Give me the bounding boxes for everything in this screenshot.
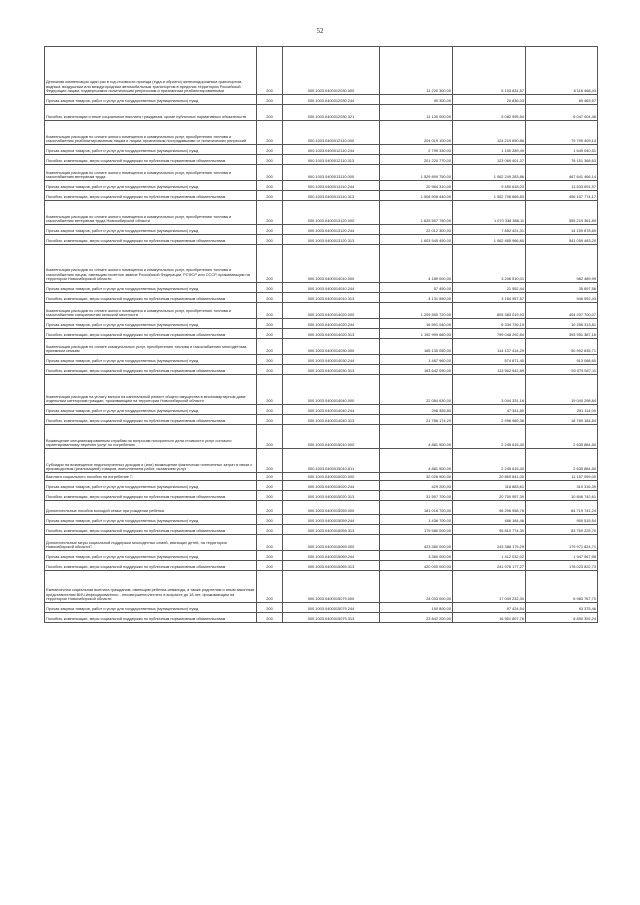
line-code-cell: 200 [257,319,283,329]
row-name-cell: Прочая закупка товаров, работ и услуг для государственных (муниципальных) нужд [45,283,257,293]
approved-amount-cell: 1 436 700,00 [380,515,453,525]
row-name-cell: Компенсация расходов на уплату взноса на капитальный ремонт общего имущества в многоквартирном доме отдельным категориям граждан, проживающим на территории Новосибирской области [45,375,257,405]
table-row [45,303,598,319]
executed-amount-cell: 118 883,61 [453,481,526,491]
budget-classification-code-cell: 000.1003.0400015020.313 [283,491,380,501]
executed-amount-cell: 805 383 019,93 [453,303,526,319]
executed-amount-cell: 16 951 807,76 [453,613,526,623]
approved-amount-cell: 2 799 330,00 [380,145,453,155]
row-name-cell: Прочая закупка товаров, работ и услуг для государственных (муниципальных) нужд [45,603,257,613]
unexecuted-amount-cell: 6 047 004,46 [526,105,598,121]
budget-classification-code-cell: 000.1003.0400014040.244 [283,405,380,415]
executed-amount-cell: 2 245 615,40 [453,449,526,473]
unexecuted-amount-cell: 93 375,46 [526,603,598,613]
line-code-cell: 200 [257,415,283,425]
table-row [45,355,598,365]
unexecuted-amount-cell: 18 789 184,84 [526,415,598,425]
approved-amount-cell: 1 603 545 450,00 [380,235,453,245]
approved-amount-cell: 1 487 960,00 [380,355,453,365]
row-name-cell: Прочая закупка товаров, работ и услуг для государственных (муниципальных) нужд [45,145,257,155]
line-code-cell: 200 [257,501,283,515]
budget-classification-code-cell: 000.1003.0400012110.244 [283,145,380,155]
approved-amount-cell: 181 016 700,00 [380,501,453,515]
executed-amount-cell: 124 219 690,86 [453,121,526,145]
approved-amount-cell: 57 450,00 [380,283,453,293]
executed-amount-cell: 1 062 485 966,80 [453,235,526,245]
table-row [45,329,598,339]
line-code-cell: 200 [257,525,283,535]
table-row [45,415,598,425]
executed-amount-cell: 1 150 289,49 [453,145,526,155]
unexecuted-amount-cell: 83 769 225,70 [526,525,598,535]
table-row [45,365,598,375]
line-code-cell: 200 [257,47,283,95]
line-code-cell: 200 [257,155,283,165]
unexecuted-amount-cell: 2 635 884,60 [526,449,598,473]
approved-amount-cell: 90 300,00 [380,95,453,105]
executed-amount-cell: 3 184 957,57 [453,293,526,303]
line-code-cell: 200 [257,95,283,105]
line-code-cell: 200 [257,283,283,293]
budget-classification-code-cell: 000.1003.0400015020.244 [283,481,380,491]
line-code-cell: 200 [257,235,283,245]
line-code-cell: 200 [257,561,283,571]
unexecuted-amount-cell: 179 971 824,71 [526,535,598,551]
budget-classification-code-cell: 000.1003.0400015069.244 [283,551,380,561]
approved-amount-cell: 22 084 630,00 [380,375,453,405]
budget-classification-code-cell: 000.1003.0400015020.000 [283,473,380,481]
budget-classification-code-cell: 000.1003.0400013110.244 [283,181,380,191]
budget-classification-code-cell: 000.1003.0400015059.000 [283,501,380,515]
table-row [45,181,598,191]
unexecuted-amount-cell: 79 799 409,14 [526,121,598,145]
table-row [45,515,598,525]
executed-amount-cell: 6 334 726,19 [453,319,526,329]
line-code-cell: 200 [257,375,283,405]
approved-amount-cell: 201 220 770,00 [380,155,453,165]
approved-amount-cell: 1 192 999 680,00 [380,329,453,339]
approved-amount-cell: 31 597 700,00 [380,491,453,501]
unexecuted-amount-cell: 50 079 547,11 [526,365,598,375]
row-name-cell: Пособия, компенсации, меры социальной поддержки по публичным нормативным обязательствам [45,613,257,623]
budget-classification-code-cell: 000.1003.0400013120.244 [283,225,380,235]
approved-amount-cell: 11 130 000,00 [380,105,453,121]
approved-amount-cell: 429 200,00 [380,481,453,491]
executed-amount-cell: 2 245 615,40 [453,425,526,449]
executed-amount-cell: 243 388 175,29 [453,535,526,551]
executed-amount-cell: 3 044 331,16 [453,375,526,405]
budget-classification-code-cell: 000.1003.0400015059.244 [283,515,380,525]
table-row [45,561,598,571]
budget-classification-code-cell: 000.1003.0400014030.000 [283,339,380,355]
approved-amount-cell: 1 625 557 750,00 [380,201,453,225]
approved-amount-cell: 22 012 300,00 [380,225,453,235]
unexecuted-amount-cell: 11 157 059,00 [526,473,598,481]
budget-classification-code-cell: 000.1003.0400014020.000 [283,303,380,319]
executed-amount-cell: 1 070 338 388,11 [453,201,526,225]
table-row [45,571,598,603]
approved-amount-cell: 163 642 090,00 [380,365,453,375]
row-name-cell: Пособия, компенсации, меры социальной поддержки по публичным нормативным обязательствам [45,155,257,165]
approved-amount-cell: 20 984 310,00 [380,181,453,191]
budget-classification-code-cell: 000.1003.0400015079.244 [283,603,380,613]
approved-amount-cell: 1 529 890 750,00 [380,165,453,181]
budget-classification-code-cell: 000.1003.0400015079.000 [283,571,380,603]
table-row [45,481,598,491]
table-row [45,155,598,165]
unexecuted-amount-cell: 1 947 967,98 [526,551,598,561]
executed-amount-cell: 97 424,54 [453,603,526,613]
line-code-cell: 200 [257,473,283,481]
row-name-cell: Прочая закупка товаров, работ и услуг для государственных (муниципальных) нужд [45,181,257,191]
table-row [45,245,598,283]
line-code-cell: 200 [257,481,283,491]
row-name-cell: Пособия, компенсации, меры социальной поддержки по публичным нормативным обязательствам [45,491,257,501]
budget-classification-code-cell: 000.1003.0400012030.321 [283,105,380,121]
unexecuted-amount-cell: 251 114,00 [526,405,598,415]
budget-classification-code-cell: 000.1003.0400015010.000 [283,425,380,449]
unexecuted-amount-cell: 10 256 313,81 [526,319,598,329]
unexecuted-amount-cell: 404 207 700,07 [526,303,598,319]
row-name-cell: Пособия, компенсации и иные социальные выплаты гражданам, кроме публичных нормативных обязательств [45,105,257,121]
executed-amount-cell: 114 137 414,29 [453,339,526,355]
executed-amount-cell: 241 976 177,27 [453,561,526,571]
budget-classification-code-cell: 000.1003.0400014020.313 [283,329,380,339]
executed-amount-cell: 1 052 798 665,83 [453,191,526,201]
executed-amount-cell: 574 871,40 [453,355,526,365]
table-row [45,375,598,405]
executed-amount-cell: 2 996 989,36 [453,415,526,425]
table-row [45,339,598,355]
line-code-cell: 200 [257,303,283,319]
executed-amount-cell: 113 562 542,89 [453,365,526,375]
approved-amount-cell: 204 019 100,00 [380,121,453,145]
row-name-cell: Субсидии на возмещение недополученных доходов и (или) возмещение фактически понесенных затрат в связи с производством (реализацией) товаров, выполнением работ, оказанием услуг [45,449,257,473]
executed-amount-cell: 21 552,44 [453,283,526,293]
line-code-cell: 200 [257,603,283,613]
approved-amount-cell: 23 842 200,00 [380,613,453,623]
budget-classification-code-cell: 000.1003.0400014010.000 [283,245,380,283]
unexecuted-amount-cell: 1 649 040,51 [526,145,598,155]
table-row [45,191,598,201]
budget-classification-code-cell: 000.1003.0400012110.000 [283,121,380,145]
unexecuted-amount-cell: 946 592,43 [526,293,598,303]
unexecuted-amount-cell: 11 533 691,97 [526,181,598,191]
budget-classification-code-cell: 000.1003.0400014040.000 [283,375,380,405]
budget-classification-code-cell: 000.1003.0400015069.000 [283,535,380,551]
table-row [45,165,598,181]
executed-amount-cell: 1 062 249 283,86 [453,165,526,181]
table-row [45,145,598,155]
unexecuted-amount-cell: 310 316,39 [526,481,598,491]
budget-classification-code-cell: 000.1003.0400014040.313 [283,415,380,425]
approved-amount-cell: 1 508 906 440,00 [380,191,453,201]
line-code-cell: 200 [257,365,283,375]
row-name-cell: Компенсация расходов по оплате жилого помещения и коммунальных услуг, приобретению топлива и газоснабжению реабилитированным лицам и лицам, признанным пострадавшими от политических репрессий [45,121,257,145]
executed-amount-cell: 20 750 957,39 [453,491,526,501]
unexecuted-amount-cell: 178 023 822,73 [526,561,598,571]
row-name-cell: Компенсация расходов по оплате жилого помещения и коммунальных услуг, приобретению топлива и газоснабжению лицам, имеющим почетное звание Российской Федерации, РСФСР или СССР, проживающим на территории Новосибирской области [45,245,257,283]
approved-amount-cell: 4 189 000,00 [380,245,453,283]
table-row [45,235,598,245]
table-row [45,201,598,225]
table-row [45,319,598,329]
budget-classification-code-cell: 000.1003.0400015079.313 [283,613,380,623]
executed-amount-cell: 5 082 995,54 [453,105,526,121]
approved-amount-cell: 165 130 050,00 [380,339,453,355]
approved-amount-cell: 179 580 000,00 [380,525,453,535]
executed-amount-cell: 20 869 841,00 [453,473,526,481]
approved-amount-cell: 32 026 900,00 [380,473,453,481]
row-name-cell: Прочая закупка товаров, работ и услуг для государственных (муниципальных) нужд [45,225,257,235]
row-name-cell: Выплата социального пособия на погребение □ [45,473,257,481]
table-row [45,491,598,501]
approved-amount-cell: 4 131 550,00 [380,293,453,303]
line-code-cell: 200 [257,145,283,155]
line-code-cell: 200 [257,449,283,473]
unexecuted-amount-cell: 555 219 361,89 [526,201,598,225]
unexecuted-amount-cell: 456 107 774,17 [526,191,598,201]
row-name-cell: Пособия, компенсации, меры социальной поддержки по публичным нормативным обязательствам [45,365,257,375]
line-code-cell: 200 [257,165,283,181]
budget-classification-code-cell: 000.1003.0400012030.000 [283,47,380,95]
table-row [45,425,598,449]
table-row [45,283,598,293]
approved-amount-cell: 4 881 500,00 [380,425,453,449]
budget-classification-code-cell: 000.1003.0400014010.313 [283,293,380,303]
unexecuted-amount-cell: 541 059 483,20 [526,235,598,245]
table-row [45,449,598,473]
row-name-cell: Прочая закупка товаров, работ и услуг для государственных (муниципальных) нужд [45,95,257,105]
executed-amount-cell: 1 412 032,02 [453,551,526,561]
row-name-cell: Компенсация расходов по оплате коммунальных услуг, приобретению топлива и газоснабжению многодетным, приемным семьям [45,339,257,355]
line-code-cell: 200 [257,613,283,623]
line-code-cell: 200 [257,551,283,561]
table-row [45,293,598,303]
budget-classification-code-cell: 000.1003.0400015059.313 [283,525,380,535]
row-name-cell: Пособия, компенсации, меры социальной поддержки по публичным нормативным обязательствам [45,293,257,303]
executed-amount-cell: 47 341,80 [453,405,526,415]
unexecuted-amount-cell: 6 983 767,70 [526,571,598,603]
line-code-cell: 200 [257,245,283,283]
line-code-cell: 200 [257,105,283,121]
unexecuted-amount-cell: 14 159 878,69 [526,225,598,235]
unexecuted-amount-cell: 10 846 742,61 [526,491,598,501]
executed-amount-cell: 20 836,03 [453,95,526,105]
approved-amount-cell: 190 800,00 [380,603,453,613]
unexecuted-amount-cell: 69 463,97 [526,95,598,105]
budget-execution-table [44,46,598,623]
approved-amount-cell: 4 881 500,00 [380,449,453,473]
table-row [45,525,598,535]
page-number: 52 [316,27,324,35]
executed-amount-cell: 7 852 421,31 [453,225,526,235]
executed-amount-cell: 17 049 232,30 [453,571,526,603]
executed-amount-cell: 3 206 510,01 [453,245,526,283]
row-name-cell: Дополнительные пособия молодой семье при рождении ребенка [45,501,257,515]
budget-classification-code-cell: 000.1003.0400014020.244 [283,319,380,329]
budget-classification-code-cell: 000.1003.0400013110.000 [283,165,380,181]
table-row [45,501,598,515]
line-code-cell: 200 [257,225,283,235]
budget-classification-code-cell: 000.1003.0400013120.313 [283,235,380,245]
approved-amount-cell: 21 786 174,20 [380,415,453,425]
row-name-cell: Пособия, компенсации, меры социальной поддержки по публичным нормативным обязательствам [45,191,257,201]
row-name-cell: Прочая закупка товаров, работ и услуг для государственных (муниципальных) нужд [45,551,257,561]
row-name-cell: Компенсация расходов по оплате жилого помещения и коммунальных услуг, приобретению топлива и газоснабжению специалистам сельской местности [45,303,257,319]
row-name-cell: Возмещение специализированным службам по вопросам похоронного дела стоимости услуг согласно гарантированному перечню услуг по погребению [45,425,257,449]
executed-amount-cell: 96 296 958,76 [453,501,526,515]
line-code-cell: 200 [257,339,283,355]
table-body [45,47,598,623]
table-row [45,405,598,415]
row-name-cell: Пособия, компенсации, меры социальной поддержки по публичным нормативным обязательствам [45,525,257,535]
row-name-cell: Компенсация расходов по оплате жилого помещения и коммунальных услуг, приобретению топлива и газоснабжению ветеранам труда [45,165,257,181]
unexecuted-amount-cell: 6 890 392,24 [526,613,598,623]
row-name-cell: Пособия, компенсации, меры социальной поддержки по публичным нормативным обязательствам [45,235,257,245]
table-row [45,225,598,235]
row-name-cell: Прочая закупка товаров, работ и услуг для государственных (муниципальных) нужд [45,481,257,491]
budget-classification-code-cell: 000.1003.0400014010.244 [283,283,380,293]
table-row [45,603,598,613]
row-name-cell: Пособия, компенсации, меры социальной поддержки по публичным нормативным обязательствам [45,329,257,339]
unexecuted-amount-cell: 950 515,54 [526,515,598,525]
budget-classification-code-cell: 000.1003.0400014030.244 [283,355,380,365]
row-name-cell: Компенсация расходов по оплате жилого помещения и коммунальных услуг, приобретению топлива и газоснабжению ветеранам труда Новосибирской области [45,201,257,225]
approved-amount-cell: 24 033 000,00 [380,571,453,603]
line-code-cell: 200 [257,491,283,501]
row-name-cell: Прочая закупка товаров, работ и услуг для государственных (муниципальных) нужд [45,405,257,415]
line-code-cell: 200 [257,405,283,415]
budget-classification-code-cell: 000.1003.0400012030.244 [283,95,380,105]
table-row [45,535,598,551]
table-row [45,551,598,561]
line-code-cell: 200 [257,571,283,603]
table-row [45,47,598,95]
executed-amount-cell: 9 450 618,03 [453,181,526,191]
budget-classification-code-cell: 000.1003.0400013120.000 [283,201,380,225]
line-code-cell: 200 [257,355,283,365]
unexecuted-amount-cell: 2 635 884,60 [526,425,598,449]
unexecuted-amount-cell: 6 116 468,43 [526,47,598,95]
unexecuted-amount-cell: 982 489,99 [526,245,598,283]
line-code-cell: 200 [257,293,283,303]
line-code-cell: 200 [257,329,283,339]
executed-amount-cell: 5 103 831,57 [453,47,526,95]
approved-amount-cell: 298 455,80 [380,405,453,415]
unexecuted-amount-cell: 19 040 298,84 [526,375,598,405]
unexecuted-amount-cell: 35 897,56 [526,283,598,293]
row-name-cell: Денежная компенсация один раз в год стоимости проезда (туда и обратно) железнодорожным транспортом, водным, воздушным или междугородным автомобильным транспортом в пределах территории Российской Федерации лицам, подвергшимся политическим репрессиям и признанным реабилитированными [45,47,257,95]
row-name-cell: Ежемесячная социальная выплата гражданам, имеющим ребенка-инвалида, а также родителям и иным законным представителям ВИЧ-инфицированного - несовершеннолетнего в возрасте до 18 лет, проживающим на территории Новосибирской области [45,571,257,603]
line-code-cell: 200 [257,181,283,191]
table-row [45,105,598,121]
unexecuted-amount-cell: 393 951 387,16 [526,329,598,339]
budget-classification-code-cell: 000.1003.0400015069.313 [283,561,380,571]
executed-amount-cell: 799 048 292,84 [453,329,526,339]
approved-amount-cell: 1 209 590 720,00 [380,303,453,319]
approved-amount-cell: 16 591 040,00 [380,319,453,329]
line-code-cell: 200 [257,535,283,551]
unexecuted-amount-cell: 50 992 635,71 [526,339,598,355]
row-name-cell: Пособия, компенсации, меры социальной поддержки по публичным нормативным обязательствам [45,561,257,571]
row-name-cell: Дополнительные меры социальной поддержки многодетных семей, имеющих детей, на территории Новосибирской области□ [45,535,257,551]
executed-amount-cell: 486 184,46 [453,515,526,525]
approved-amount-cell: 11 220 300,00 [380,47,453,95]
approved-amount-cell: 423 360 000,00 [380,535,453,551]
row-name-cell: Пособия, компенсации, меры социальной поддержки по публичным нормативным обязательствам [45,415,257,425]
line-code-cell: 200 [257,121,283,145]
row-name-cell: Прочая закупка товаров, работ и услуг для государственных (муниципальных) нужд [45,515,257,525]
line-code-cell: 200 [257,425,283,449]
row-name-cell: Прочая закупка товаров, работ и услуг для государственных (муниципальных) нужд [45,319,257,329]
unexecuted-amount-cell: 84 719 741,24 [526,501,598,515]
executed-amount-cell: 123 069 401,37 [453,155,526,165]
budget-classification-code-cell: 000.1003.0400012110.313 [283,155,380,165]
executed-amount-cell: 95 810 774,30 [453,525,526,535]
budget-classification-code-cell: 000.1003.0400014030.313 [283,365,380,375]
unexecuted-amount-cell: 78 151 368,63 [526,155,598,165]
budget-classification-code-cell: 000.1003.0400013110.313 [283,191,380,201]
line-code-cell: 200 [257,201,283,225]
budget-classification-code-cell: 000.1003.0400015010.811 [283,449,380,473]
row-name-cell: Прочая закупка товаров, работ и услуг для государственных (муниципальных) нужд [45,355,257,365]
line-code-cell: 200 [257,515,283,525]
approved-amount-cell: 420 000 000,00 [380,561,453,571]
table-row [45,95,598,105]
approved-amount-cell: 3 360 000,00 [380,551,453,561]
unexecuted-amount-cell: 913 088,60 [526,355,598,365]
line-code-cell: 200 [257,191,283,201]
table-row [45,473,598,481]
table-row [45,121,598,145]
unexecuted-amount-cell: 467 641 466,14 [526,165,598,181]
table-row [45,613,598,623]
